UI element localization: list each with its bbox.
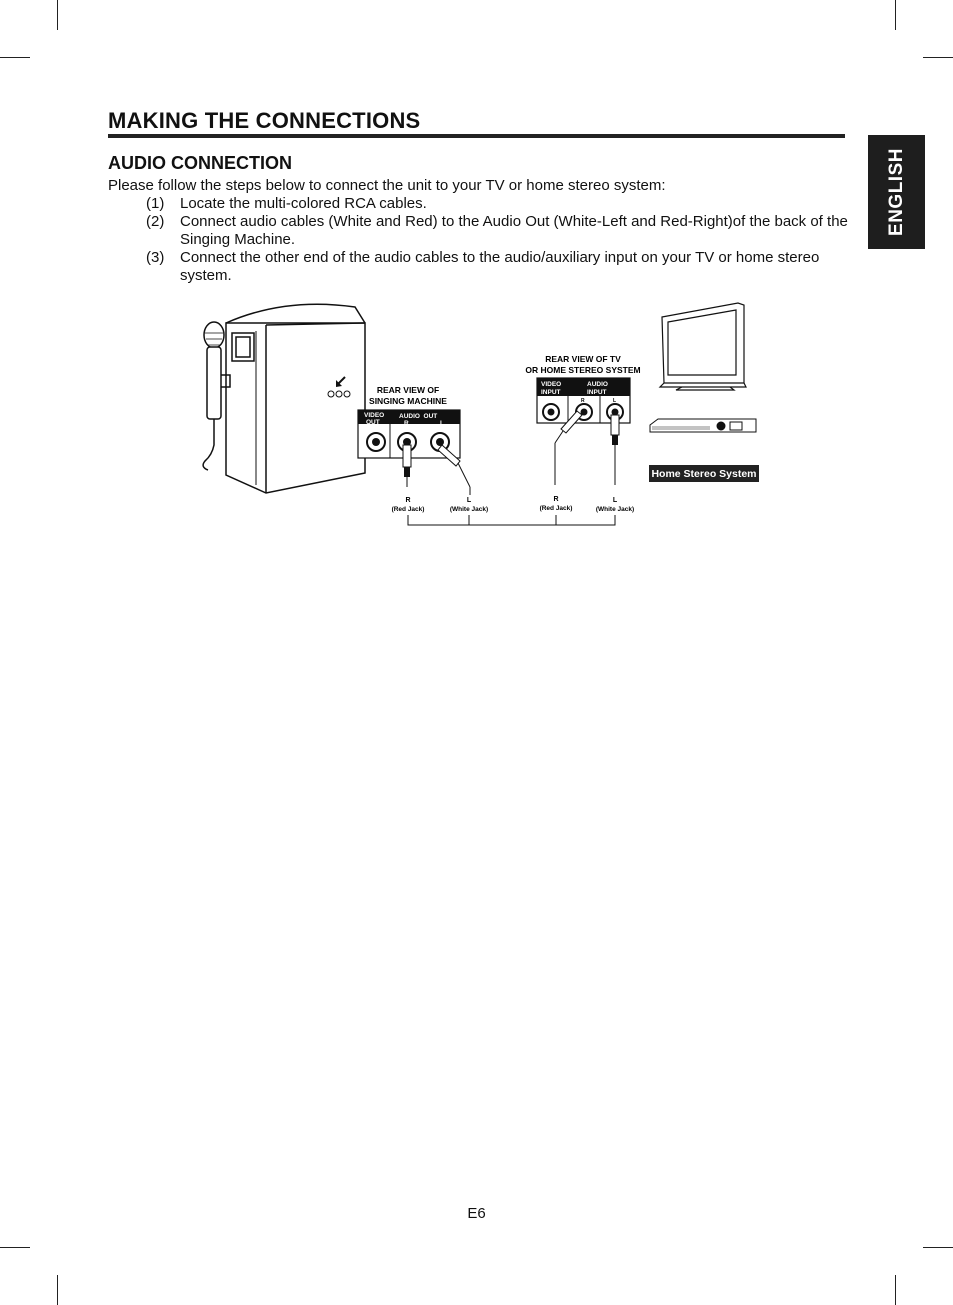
section-intro: Please follow the steps below to connect the unit to your TV or home stereo system:	[108, 177, 666, 194]
home-stereo-illustration	[650, 419, 756, 432]
audio-input-label: INPUT	[587, 389, 607, 396]
crop-mark	[57, 0, 58, 30]
white-jack-label: (White Jack)	[595, 506, 635, 513]
crop-mark	[895, 0, 896, 30]
crop-mark	[0, 1247, 30, 1248]
step-number: (1)	[146, 195, 165, 212]
step-number: (2)	[146, 213, 165, 230]
singing-machine-label: SINGING MACHINE	[369, 396, 447, 406]
crop-mark	[895, 1275, 896, 1305]
singing-machine-illustration	[220, 304, 365, 493]
audio-out-label: AUDIO OUT	[399, 413, 438, 420]
l-label: L	[466, 497, 472, 504]
red-jack-label: (Red Jack)	[539, 505, 573, 512]
audio-input-label: AUDIO	[587, 381, 608, 388]
r-label: R	[405, 497, 411, 504]
list-item	[108, 213, 848, 249]
title-rule	[108, 134, 845, 138]
audio-out-l-label: L	[440, 420, 444, 427]
language-tab	[868, 135, 925, 249]
video-out-label: OUT	[366, 419, 380, 426]
video-out-label: VIDEO	[364, 412, 385, 419]
tv-illustration	[660, 303, 746, 390]
page-number: E6	[467, 1205, 486, 1222]
tv-input-panel	[537, 378, 630, 485]
step-number: (3)	[146, 249, 165, 266]
crop-mark	[57, 1275, 58, 1305]
singing-machine-label: REAR VIEW OF	[376, 385, 440, 395]
white-jack-label: (White Jack)	[449, 506, 489, 513]
audio-out-r-label: R	[404, 420, 409, 427]
tv-panel-label: OR HOME STEREO SYSTEM	[525, 365, 641, 375]
step-text: Connect audio cables (White and Red) to the Audio Out (White-Left and Red-Right)of the back of the Singing Machine.	[180, 213, 848, 248]
cable-bracket	[408, 515, 615, 525]
steps-list	[108, 195, 848, 285]
step-text: Connect the other end of the audio cables to the audio/auxiliary input on your TV or home stereo system.	[180, 249, 820, 284]
video-input-label: INPUT	[541, 389, 561, 396]
home-stereo-label: Home Stereo System	[651, 468, 757, 480]
crop-mark	[923, 57, 953, 58]
step-text: Locate the multi-colored RCA cables.	[180, 195, 427, 212]
list-item	[108, 195, 848, 213]
page-title: MAKING THE CONNECTIONS	[108, 108, 421, 133]
tv-panel-label: REAR VIEW OF TV	[545, 354, 621, 364]
connection-diagram	[190, 295, 765, 530]
l-label: L	[612, 497, 618, 504]
section-subtitle: AUDIO CONNECTION	[108, 153, 292, 173]
crop-mark	[0, 57, 30, 58]
singing-machine-panel	[358, 410, 470, 495]
video-input-label: VIDEO	[541, 381, 562, 388]
language-tab-label: ENGLISH	[885, 148, 907, 236]
microphone-illustration	[203, 322, 224, 470]
audio-input-r-label: R	[581, 398, 585, 404]
crop-mark	[923, 1247, 953, 1248]
list-item	[108, 249, 848, 285]
red-jack-label: (Red Jack)	[391, 506, 425, 513]
r-label: R	[553, 496, 559, 503]
audio-input-l-label: L	[613, 398, 617, 404]
